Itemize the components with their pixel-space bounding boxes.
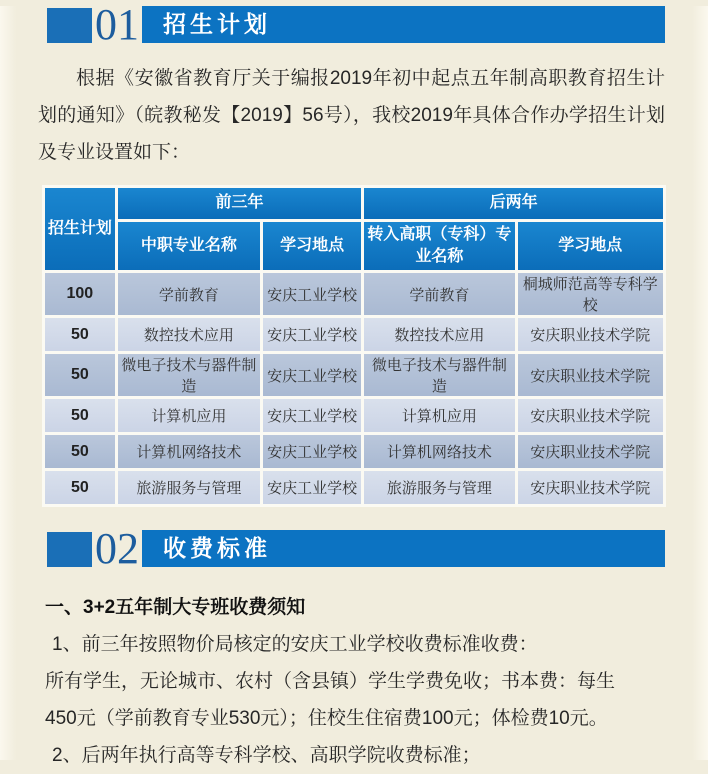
header-cell-plan: 招生计划 [45, 188, 115, 270]
header-cell-secondary-major: 中职专业名称 [118, 222, 260, 270]
secondary-major-cell: 计算机网络技术 [118, 435, 260, 468]
fee-notice-line: 1、前三年按照物价局核定的安庆工业学校收费标准收费： [52, 634, 538, 655]
enrollment-table [42, 185, 666, 507]
secondary-major-cell: 计算机应用 [118, 399, 260, 432]
fee-notice [45, 589, 668, 774]
college-major-cell: 计算机应用 [364, 399, 514, 432]
study-location-cell: 安庆工业学校 [263, 318, 361, 351]
section-number-square [47, 532, 92, 567]
plan-count-cell: 50 [45, 318, 115, 351]
section-header-fee-standard [47, 524, 665, 573]
table-header-sub-row [45, 222, 663, 270]
section-title-bar: 招生计划 [142, 6, 665, 43]
college-major-cell: 计算机网络技术 [364, 435, 514, 468]
college-major-cell: 数控技术应用 [364, 318, 514, 351]
intro-paragraph: 根据《安徽省教育厅关于编报2019年初中起点五年制高职教育招生计划的通知》（皖教秘发【2019】56号），我校2019年具体合作办学招生计划及专业设置如下： [38, 68, 665, 163]
study-location-cell: 安庆工业学校 [263, 273, 361, 315]
table-row [45, 399, 663, 432]
section-number: 02 [95, 524, 139, 573]
study-location-cell: 桐城师范高等专科学校 [518, 273, 663, 315]
fee-notice-line: 所有学生，无论城市、农村（含县镇）学生学费免收；书本费：每生 [45, 671, 616, 692]
header-cell-study-location-1: 学习地点 [263, 222, 361, 270]
study-location-cell: 安庆职业技术学院 [518, 354, 663, 396]
enrollment-table-wrapper [42, 185, 666, 507]
header-cell-last-two-years: 后两年 [364, 188, 663, 219]
study-location-cell: 安庆职业技术学院 [518, 318, 663, 351]
header-cell-first-three-years: 前三年 [118, 188, 362, 219]
study-location-cell: 安庆职业技术学院 [518, 471, 663, 504]
plan-count-cell: 50 [45, 471, 115, 504]
plan-count-cell: 50 [45, 399, 115, 432]
table-row [45, 318, 663, 351]
table-row [45, 471, 663, 504]
plan-count-cell: 100 [45, 273, 115, 315]
college-major-cell: 微电子技术与器件制造 [364, 354, 514, 396]
college-major-cell: 学前教育 [364, 273, 514, 315]
section-number: 01 [95, 0, 139, 49]
study-location-cell: 安庆职业技术学院 [518, 399, 663, 432]
secondary-major-cell: 旅游服务与管理 [118, 471, 260, 504]
table-row [45, 273, 663, 315]
section-number-square [47, 8, 92, 43]
table-header-group-row [45, 188, 663, 219]
header-cell-college-major: 转入高职（专科）专业名称 [364, 222, 514, 270]
study-location-cell: 安庆工业学校 [263, 435, 361, 468]
plan-count-cell: 50 [45, 435, 115, 468]
table-row [45, 354, 663, 396]
section-title-bar: 收费标准 [142, 530, 665, 567]
secondary-major-cell: 学前教育 [118, 273, 260, 315]
secondary-major-cell: 数控技术应用 [118, 318, 260, 351]
fee-notice-line: 450元（学前教育专业530元）；住校生住宿费100元；体检费10元。 [45, 708, 608, 729]
table-row [45, 435, 663, 468]
plan-count-cell: 50 [45, 354, 115, 396]
study-location-cell: 安庆工业学校 [263, 399, 361, 432]
study-location-cell: 安庆工业学校 [263, 354, 361, 396]
section-header-enrollment-plan [47, 0, 665, 49]
study-location-cell: 安庆职业技术学院 [518, 435, 663, 468]
fee-notice-heading: 一、3+2五年制大专班收费须知 [45, 597, 306, 618]
college-major-cell: 旅游服务与管理 [364, 471, 514, 504]
study-location-cell: 安庆工业学校 [263, 471, 361, 504]
fee-notice-line: 2、后两年执行高等专科学校、高职学院收费标准； [52, 745, 481, 766]
secondary-major-cell: 微电子技术与器件制造 [118, 354, 260, 396]
header-cell-study-location-2: 学习地点 [518, 222, 663, 270]
